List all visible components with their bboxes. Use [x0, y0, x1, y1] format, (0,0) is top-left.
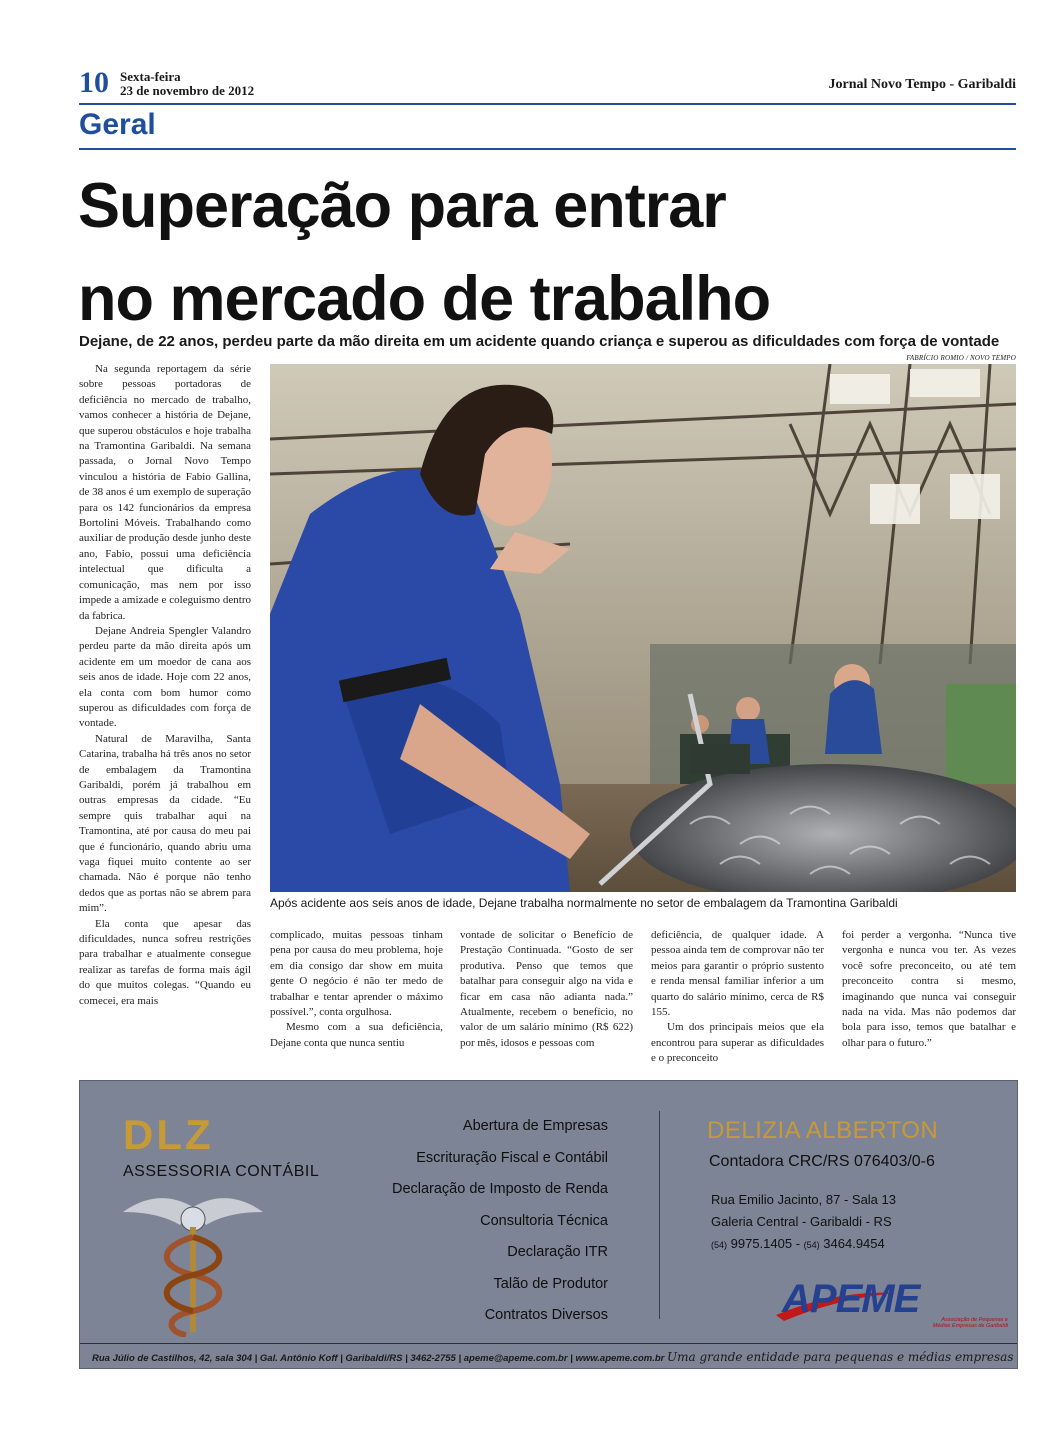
service-item: Declaração de Imposto de Renda [391, 1181, 608, 1197]
article-column-4 [651, 928, 824, 1067]
phone-area-code: (54) [711, 1240, 728, 1250]
headline-line-1: Superação para entrar [78, 171, 726, 241]
factory-worker-illustration [270, 364, 1016, 892]
accountant-address [711, 1189, 896, 1256]
ad-divider [659, 1111, 660, 1319]
article-column-3 [460, 928, 633, 1051]
address-line-2: Galeria Central - Garibaldi - RS [711, 1214, 892, 1229]
service-item: Abertura de Empresas [462, 1118, 608, 1134]
ad-footer [92, 1350, 1013, 1364]
paragraph: Um dos principais meios que ela encontrou para superar as dificuldades e o preconceito [651, 1021, 824, 1065]
phone-separator: - [792, 1236, 804, 1251]
page-number: 10 [79, 66, 109, 99]
address-line-1: Rua Emilio Jacinto, 87 - Sala 13 [711, 1192, 896, 1207]
section-rule [79, 148, 1016, 150]
service-item: Escrituração Fiscal e Contábil [416, 1149, 608, 1166]
headline [78, 160, 978, 346]
header-rule [79, 103, 1016, 105]
paragraph: complicado, muitas pessoas tinham pena por causa do meu problema, hoje em dia consigo dar show em muita gente O negócio é não ter medo de trabalhar e tentar aprender o máximo possível.”, conta orgulhosa. [270, 929, 443, 1019]
article-column-1 [79, 362, 251, 1009]
deck: Dejane, de 22 anos, perdeu parte da mão direita em um acidente quando criança e superou as dificuldades com força de vontade [79, 333, 1000, 350]
service-item: Talão de Produtor [493, 1275, 608, 1292]
services-list [392, 1111, 608, 1332]
article-column-2 [270, 928, 443, 1051]
phone-line [711, 1233, 896, 1256]
section-title: Geral [79, 108, 156, 141]
apeme-logo: APEME [782, 1277, 920, 1321]
paragraph: Mesmo com a sua deficiência, Dejane conta que nunca sentiu [270, 1021, 443, 1049]
service-item: Consultoria Técnica [480, 1212, 608, 1229]
phone-area-code: (54) [803, 1240, 820, 1250]
paragraph: foi perder a vergonha. “Nunca tive vergonha e nunca vou ter. As vezes você sofre preconceito, ou até tem preconceito contra si mesmo, imaginando que nunca vai conseguir nada na vida. Mas não podemos dar bola para isso, temos que batalhar e olhar para o futuro.” [842, 929, 1016, 1049]
photo-caption: Após acidente aos seis anos de idade, Dejane trabalha normalmente no setor de embalagem da Tramontina Garibaldi [270, 896, 898, 910]
date: 23 de novembro de 2012 [120, 83, 255, 98]
paragraph: Ela conta que apesar das dificuldades, nunca sofreu restrições para trabalhar e atualmente consegue realizar as tarefas de forma mais ágil do que muitos colegas. “Quando eu comecei, era mais [79, 917, 251, 1007]
newspaper-name: Jornal Novo Tempo - Garibaldi [828, 77, 1016, 92]
article-column-5 [842, 928, 1016, 1051]
footer-rule [80, 1343, 1017, 1344]
slogan: Uma grande entidade para pequenas e médias empresas [666, 1350, 1014, 1364]
paragraph: Na segunda reportagem da série sobre pessoas portadoras de deficiência no mercado de trabalho, vamos conhecer a história de Dejane, que superou obstáculos e hoje trabalha na Tramontina Garibaldi. Na semana passada, o Jornal Novo Tempo vinculou a história de Fabio Gallina, de 38 anos é um exemplo de superação para os 142 funcionários da empresa Bortolini Móveis. Trabalhando como auxiliar de produção desde junho deste ano, Fabio, possui uma deficiência intelectual que dificulta a comunicação, mas nem por isso impede a amizade e coleguismo dentro da fabrica. [79, 363, 251, 622]
service-item: Contratos Diversos [484, 1307, 608, 1323]
service-item: Declaração ITR [507, 1244, 608, 1260]
dlz-logo: DLZ [123, 1111, 214, 1158]
phone-number: 9975.1405 [730, 1236, 793, 1251]
paragraph: deficiência, de qualquer idade. A pessoa ainda tem de comprovar não ter meios para garantir o próprio sustento e renda mensal familiar inferior a um quarto do salário mínimo, cerca de R$ 155. [651, 929, 824, 1019]
apeme-subtitle: Associação de Pequenas e Médias Empresas de Garibaldi [932, 1317, 1008, 1329]
advertisement [79, 1080, 1018, 1369]
paragraph: vontade de solicitar o Benefício de Prestação Continuada. “Gosto de ser produtiva. Penso que temos que batalhar para conseguir algo na vida e ficar em casa não adianta nada.” Atualmente, recebem o benefício, no valor de um salário mínimo (R$ 622) por mês, idosos e pessoas com [460, 929, 633, 1049]
footer-contact: Rua Júlio de Castilhos, 42, sala 304 | Gal. Antônio Koff | Garibaldi/RS | 3462-2755 | apeme@apeme.com.br | www.apeme.com.br [92, 1353, 665, 1364]
issue-date [120, 70, 254, 98]
paragraph: Dejane Andreia Spengler Valandro perdeu parte da mão direita após um acidente em um moedor de cana aos seis anos de idade. Hoje com 22 anos, ela conta com bom humor como superou as dificuldades com força de vontade. [79, 624, 251, 730]
accountant-name: DELIZIA ALBERTON [707, 1117, 939, 1144]
accountant-title: Contadora CRC/RS 076403/0-6 [709, 1153, 935, 1170]
article-photo [270, 364, 1016, 892]
paragraph: Natural de Maravilha, Santa Catarina, trabalha há três anos no setor de embalagem da Tramontina Garibaldi, porém já trabalhou em outras empresas da cidade. “Eu sempre quis trabalhar aqui na Tramontina, até por causa do meu pai que é funcionário, quando abriu uma vaga fiquei muito contente ao ser chamada. Não é porque não tenho dedos que as portas não se abrem para mim”. [79, 732, 251, 915]
headline-line-2: no mercado de trabalho [78, 264, 771, 334]
caduceus-icon [118, 1187, 268, 1337]
photo-credit: FABRÍCIO ROMIO / NOVO TEMPO [906, 354, 1016, 362]
dlz-subtitle: ASSESSORIA CONTÁBIL [123, 1163, 320, 1180]
phone-number: 3464.9454 [823, 1236, 885, 1251]
weekday: Sexta-feira [120, 69, 181, 84]
